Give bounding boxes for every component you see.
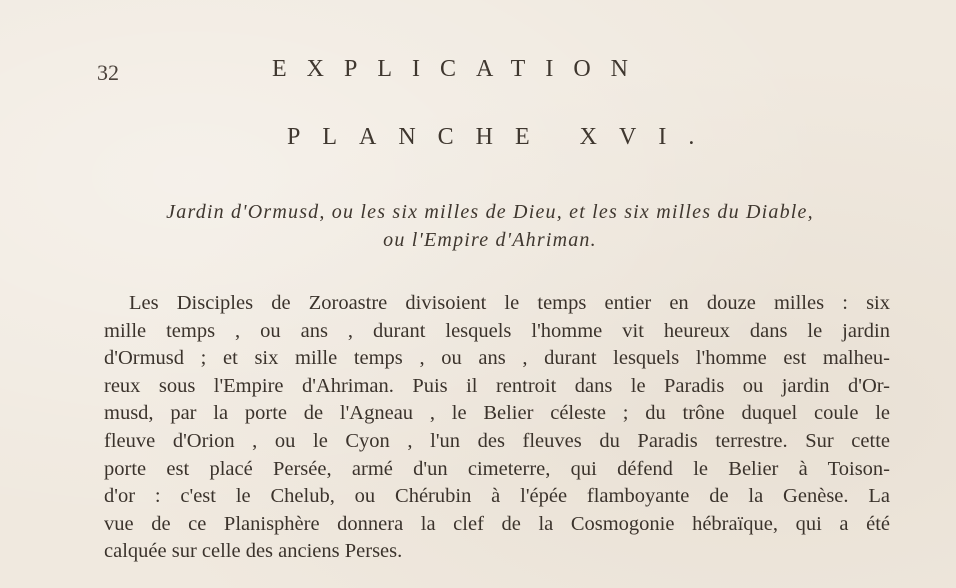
body-line: Les Disciples de Zoroastre divisoient le temps entier en douze milles : six	[129, 292, 890, 314]
page-number: 32	[97, 60, 119, 85]
body-line: mille temps , ou ans , durant lesquels l'homme vit heureux dans le jardin	[104, 319, 890, 342]
body-line: musd, par la porte de l'Agneau , le Belier céleste ; du trône duquel coule le	[104, 402, 890, 425]
plate-title: PLANCHE XVI.	[287, 124, 717, 150]
body-line: d'or : c'est le Chelub, ou Chérubin à l'épée flamboyante de la Genèse. La	[104, 485, 890, 508]
body-line: porte est placé Persée, armé d'un cimeterre, qui défend le Belier à Toison-	[104, 457, 890, 480]
body-line: calquée sur celle des anciens Perses.	[104, 540, 403, 563]
body-line: vue de ce Planisphère donnera la clef de la Cosmogonie hébraïque, qui a été	[104, 512, 890, 535]
plate-subtitle	[80, 198, 900, 254]
body-line: d'Ormusd ; et six mille temps , ou ans , durant lesquels l'homme est malheu-	[104, 347, 890, 370]
running-head: EXPLICATION	[272, 56, 648, 82]
subtitle-line-1: Jardin d'Ormusd, ou les six milles de Dieu, et les six milles du Diable,	[166, 201, 814, 223]
body-paragraph	[104, 290, 890, 566]
subtitle-line-2: ou l'Empire d'Ahriman.	[383, 229, 597, 251]
body-line: reux sous l'Empire d'Ahriman. Puis il rentroit dans le Paradis ou jardin d'Or-	[104, 374, 890, 397]
body-line: fleuve d'Orion , ou le Cyon , l'un des fleuves du Paradis terrestre. Sur cette	[104, 429, 890, 452]
